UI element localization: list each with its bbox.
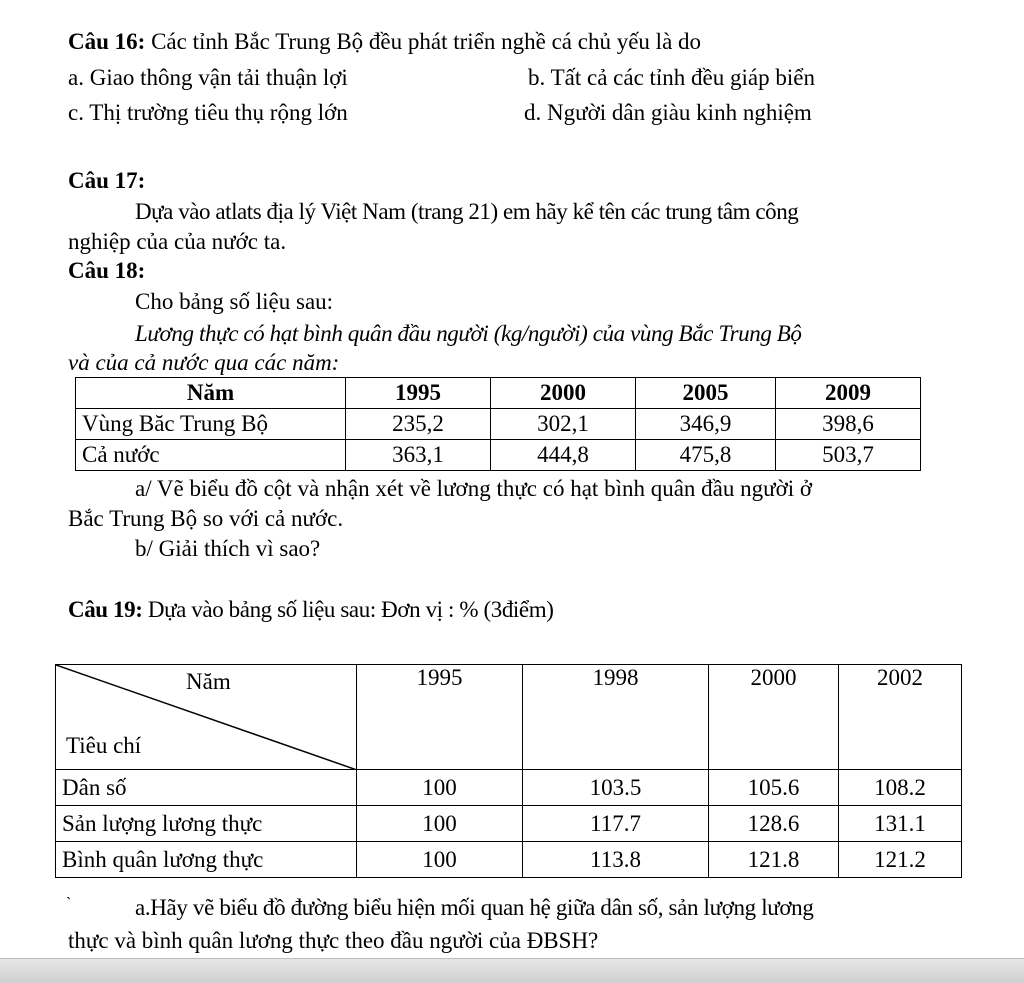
q19-intro-line xyxy=(68,596,553,624)
value-cell: 105.6 xyxy=(709,770,839,806)
q16-option-a: a. Giao thông vận tải thuận lợi xyxy=(68,65,348,90)
table-row xyxy=(76,440,921,471)
value-cell: 363,1 xyxy=(346,440,491,471)
q18-table-title-line2: và của cả nước qua các năm: xyxy=(68,350,340,375)
value-cell: 121.2 xyxy=(839,842,962,878)
q19-task-a-line1: a.Hãy vẽ biểu đồ đường biểu hiện mối quan hệ giữa dân số, sản lượng lương xyxy=(135,895,814,920)
value-cell: 346,9 xyxy=(636,409,776,440)
q18-label: Câu 18: xyxy=(68,258,146,283)
value-cell: 103.5 xyxy=(523,770,709,806)
q16-question-line xyxy=(68,28,701,56)
header-cell: 1995 xyxy=(357,665,523,770)
q17-line2: nghiệp của của nước ta. xyxy=(68,229,287,254)
row-label-cell: Bình quân lương thực xyxy=(56,842,357,878)
value-cell: 100 xyxy=(357,842,523,878)
value-cell: 100 xyxy=(357,806,523,842)
table-row xyxy=(56,770,962,806)
row-label-cell: Vùng Băc Trung Bộ xyxy=(76,409,346,440)
header-cell: 2000 xyxy=(491,378,636,409)
stray-backtick: ` xyxy=(66,895,72,912)
corner-label-criteria: Tiêu chí xyxy=(66,733,142,758)
row-label-cell: Cả nước xyxy=(76,440,346,471)
q16-question: Các tỉnh Bắc Trung Bộ đều phát triển nghề cá chủ yếu là do xyxy=(145,29,702,54)
q19-task-a-line2: thực và bình quân lương thực theo đầu người của ĐBSH? xyxy=(68,928,599,953)
corner-label-year: Năm xyxy=(186,669,231,694)
q19-intro: Dựa vào bảng số liệu sau: Đơn vị : % (3điểm) xyxy=(142,597,554,622)
q18-table-title-line1: Lương thực có hạt bình quân đầu người (kg/người) của vùng Bắc Trung Bộ xyxy=(135,321,802,346)
value-cell: 128.6 xyxy=(709,806,839,842)
row-label-cell: Sản lượng lương thực xyxy=(56,806,357,842)
q17-label: Câu 17: xyxy=(68,168,146,193)
header-cell: 2005 xyxy=(636,378,776,409)
header-cell: 2009 xyxy=(776,378,921,409)
q19-label: Câu 19: xyxy=(68,597,143,622)
table-header-row xyxy=(76,378,921,409)
header-cell: 2000 xyxy=(709,665,839,770)
value-cell: 444,8 xyxy=(491,440,636,471)
value-cell: 121.8 xyxy=(709,842,839,878)
q17-line1: Dựa vào atlats địa lý Việt Nam (trang 21) em hãy kể tên các trung tâm công xyxy=(135,199,799,224)
value-cell: 131.1 xyxy=(839,806,962,842)
q16-option-d: d. Người dân giàu kinh nghiệm xyxy=(524,100,812,125)
q19-table xyxy=(55,664,962,878)
value-cell: 108.2 xyxy=(839,770,962,806)
value-cell: 503,7 xyxy=(776,440,921,471)
q16-label: Câu 16: xyxy=(68,29,146,54)
value-cell: 235,2 xyxy=(346,409,491,440)
q16-option-b: b. Tất cả các tỉnh đều giáp biển xyxy=(528,65,815,90)
table-row xyxy=(76,409,921,440)
value-cell: 113.8 xyxy=(523,842,709,878)
q18-intro: Cho bảng số liệu sau: xyxy=(135,289,334,314)
q18-table xyxy=(75,377,921,471)
table-header-row xyxy=(56,665,962,770)
corner-header-cell xyxy=(56,665,357,770)
status-bar xyxy=(0,958,1024,983)
value-cell: 398,6 xyxy=(776,409,921,440)
q16-option-c: c. Thị trường tiêu thụ rộng lớn xyxy=(68,100,348,125)
table-row xyxy=(56,842,962,878)
q18-task-a-line2: Bắc Trung Bộ so với cả nước. xyxy=(68,506,344,531)
value-cell: 117.7 xyxy=(523,806,709,842)
header-cell: Năm xyxy=(76,378,346,409)
table-row xyxy=(56,806,962,842)
q18-task-a-line1: a/ Vẽ biểu đồ cột và nhận xét về lương thực có hạt bình quân đầu người ở xyxy=(135,476,813,501)
value-cell: 302,1 xyxy=(491,409,636,440)
header-cell: 1995 xyxy=(346,378,491,409)
row-label-cell: Dân số xyxy=(56,770,357,806)
q18-task-b: b/ Giải thích vì sao? xyxy=(135,536,321,561)
header-cell: 1998 xyxy=(523,665,709,770)
value-cell: 475,8 xyxy=(636,440,776,471)
header-cell: 2002 xyxy=(839,665,962,770)
value-cell: 100 xyxy=(357,770,523,806)
